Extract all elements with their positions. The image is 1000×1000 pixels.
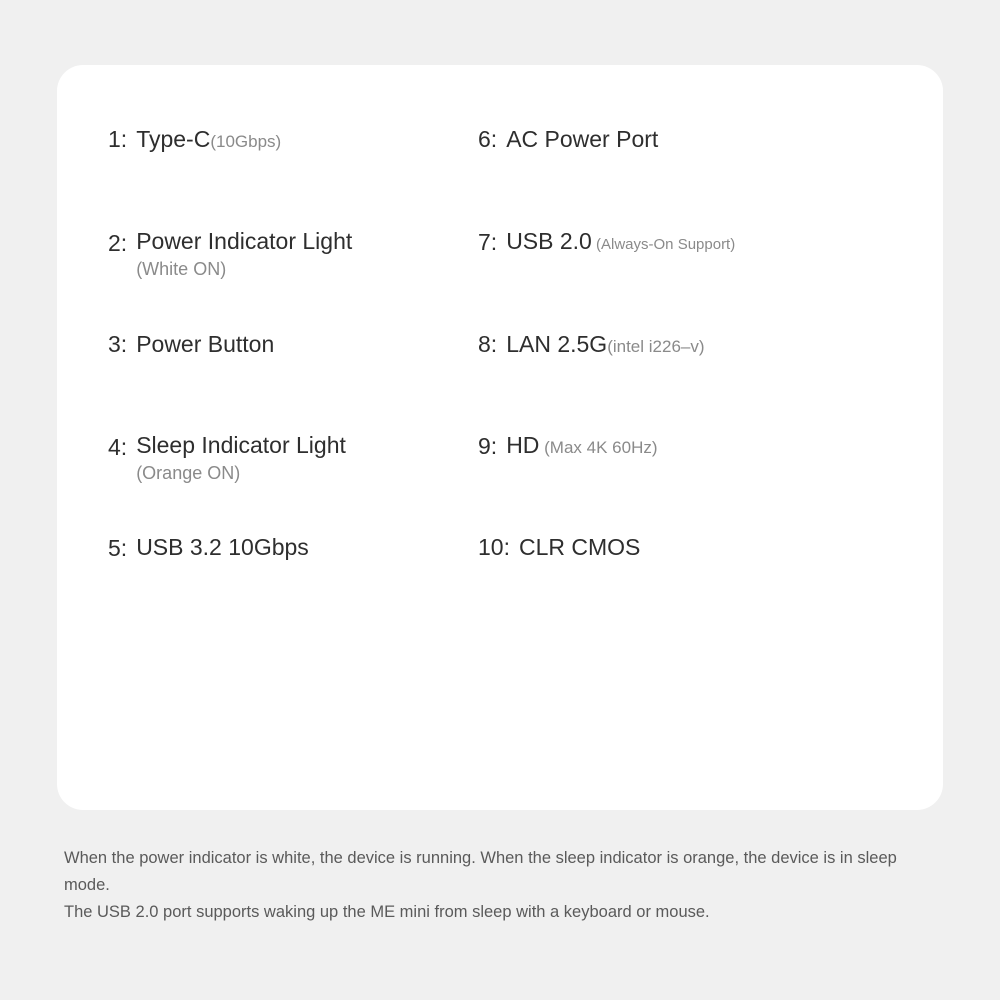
legend-item-sub: (10Gbps): [210, 132, 282, 151]
legend-item-text: [127, 125, 281, 154]
legend-item-text: [497, 330, 704, 359]
legend-item-7: [478, 227, 808, 330]
legend-item-label: AC Power Port: [506, 126, 659, 152]
note-line-1: When the power indicator is white, the device is running. When the sleep indicator is orange, the device is in sleep mode.: [64, 849, 897, 895]
legend-item-number: 5:: [108, 535, 128, 561]
legend-item-sub: (intel i226–v): [607, 337, 705, 356]
legend-item-number: 7:: [478, 229, 498, 255]
legend-item-10: [478, 533, 808, 593]
legend-item-label: Power Button: [136, 331, 275, 357]
legend-item-8: [478, 330, 808, 431]
legend-item-number: 8:: [478, 331, 498, 357]
legend-item-6: [478, 125, 808, 227]
legend-item-number: 2:: [108, 230, 128, 256]
legend-item-number: 4:: [108, 434, 128, 460]
legend-item-sub: (Max 4K 60Hz): [539, 438, 658, 457]
legend-item-label: Power Indicator Light: [136, 228, 353, 254]
legend-item-number: 6:: [478, 126, 498, 152]
legend-item-text: [497, 125, 658, 154]
legend-item-label: USB 2.0: [506, 228, 592, 254]
legend-item-text: [127, 533, 309, 562]
legend-item-second-line: (White ON): [136, 258, 227, 279]
legend-item-3: [108, 330, 478, 431]
legend-item-label: Sleep Indicator Light: [136, 432, 346, 458]
legend-item-number: 3:: [108, 331, 128, 357]
legend-item-label: USB 3.2 10Gbps: [136, 534, 309, 560]
legend-item-text: [497, 227, 735, 256]
legend-item-text: [497, 431, 657, 460]
legend-item-1: [108, 125, 478, 227]
legend-item-label: Type-C: [136, 126, 211, 152]
legend-item-9: [478, 431, 808, 533]
legend-item-label: HD: [506, 432, 540, 458]
legend-item-5: [108, 533, 478, 593]
legend-item-text: [127, 431, 346, 485]
legend-item-label: LAN 2.5G: [506, 331, 608, 357]
legend-item-text: [127, 227, 352, 281]
legend-item-sub: (Always-On Support): [591, 236, 736, 253]
legend-item-text: [510, 533, 640, 562]
legend-item-number: 1:: [108, 126, 128, 152]
legend-item-4: [108, 431, 478, 533]
legend-item-number: 9:: [478, 433, 498, 459]
legend-item-text: [127, 330, 274, 359]
note-line-2: The USB 2.0 port supports waking up the ME mini from sleep with a keyboard or mouse.: [64, 903, 710, 922]
footer-notes: [64, 845, 934, 927]
legend-item-label: CLR CMOS: [518, 534, 641, 560]
legend-item-number: 10:: [478, 534, 510, 560]
legend-item-2: [108, 227, 478, 330]
legend-item-second-line: (Orange ON): [136, 462, 241, 483]
port-legend-list: [108, 125, 808, 593]
